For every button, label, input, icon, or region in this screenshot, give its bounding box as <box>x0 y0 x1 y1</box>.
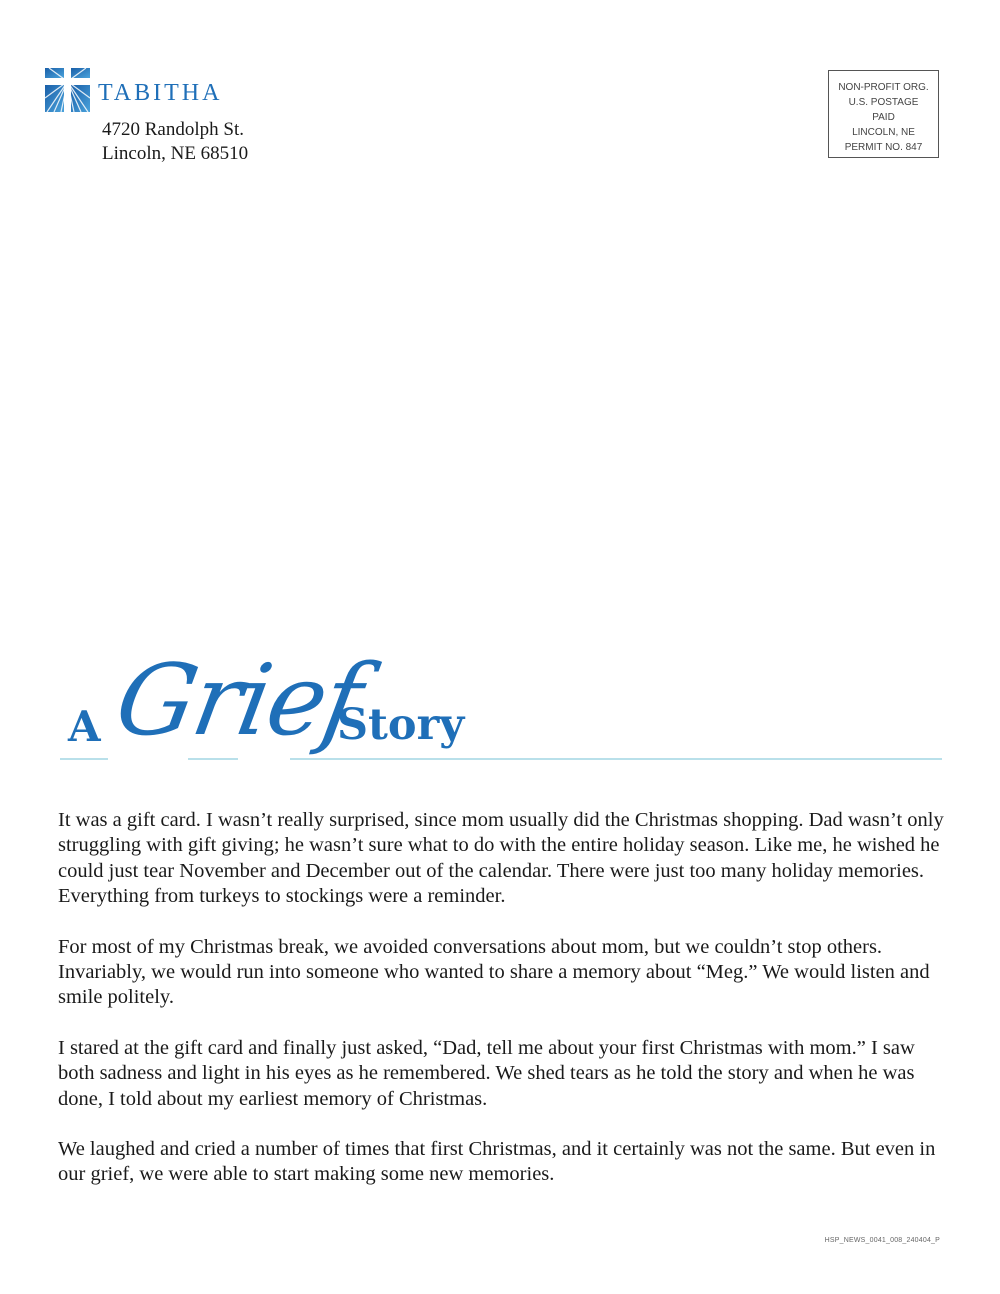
brand-name: TABITHA <box>98 79 223 106</box>
heading-divider-mid <box>188 758 238 760</box>
article-heading <box>60 644 942 790</box>
article-paragraph: We laughed and cried a number of times that first Christmas, and it certainly was not the same. But even in our grief, we were able to start making some new memories. <box>58 1138 936 1186</box>
heading-divider-left <box>60 758 108 760</box>
postage-line-3: PAID <box>872 112 895 123</box>
postage-line-1: NON-PROFIT ORG. <box>838 82 929 93</box>
address-line-2: Lincoln, NE 68510 <box>102 143 249 164</box>
tabitha-cross-icon <box>45 68 90 112</box>
article-paragraph: For most of my Christmas break, we avoided conversations about mom, but we couldn’t stop others. Invariably, we would run into someone who wanted to share a memory about “Meg.” We would listen and smile politely. <box>58 935 930 1009</box>
heading-word-story: Story <box>337 700 465 750</box>
article-paragraph: I stared at the gift card and finally just asked, “Dad, tell me about your first Christmas with mom.” I saw both sadness and light in his eyes as he remembered. We shed tears as he told the story and when he was done, I told about my earliest memory of Christmas. <box>58 1036 915 1110</box>
article-paragraph: It was a gift card. I wasn’t really surprised, since mom usually did the Christmas shopping. Dad wasn’t only struggling with gift giving; he wasn’t sure what to do with the entire holiday season. Like me, he wished he could just tear November and December out of the calendar. There were just too many holiday memories. Everything from turkeys to stockings were a reminder. <box>58 809 944 908</box>
article-body <box>58 808 948 1213</box>
tabitha-logo <box>45 68 222 112</box>
heading-divider-right <box>290 758 942 760</box>
heading-word-a: A <box>68 702 101 751</box>
address-line-1: 4720 Randolph St. <box>102 119 244 140</box>
postage-line-4: LINCOLN, NE <box>852 127 915 138</box>
postage-line-2: U.S. POSTAGE <box>848 97 919 108</box>
postage-indicia <box>828 70 939 158</box>
job-code: HSP_NEWS_0041_008_240404_P <box>824 1237 940 1244</box>
heading-word-grief: Grief <box>107 644 369 758</box>
postage-line-5: PERMIT NO. 847 <box>844 142 923 153</box>
return-address <box>102 118 248 166</box>
